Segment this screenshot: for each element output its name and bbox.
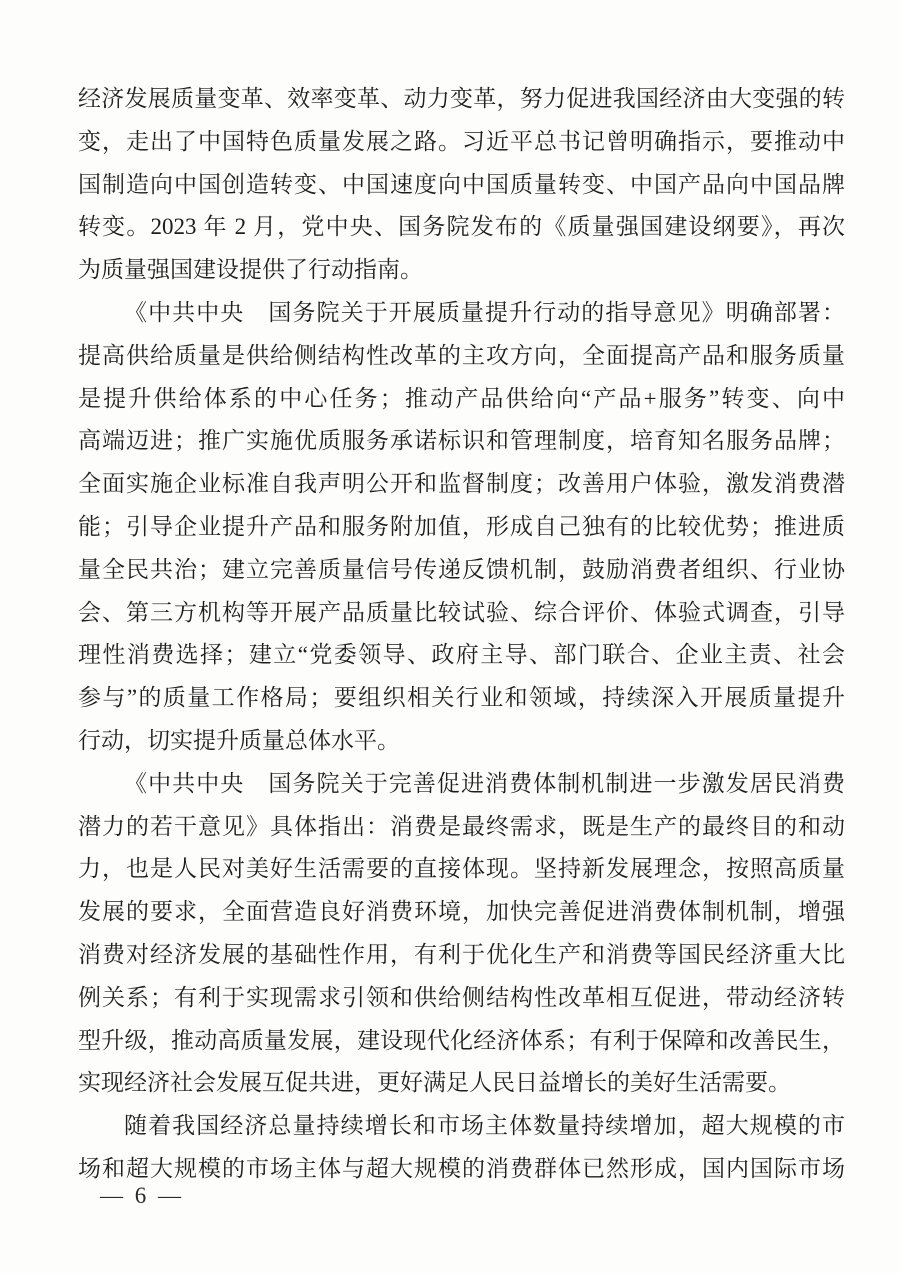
text-line: 能；引导企业提升产品和服务附加值，形成自己独有的比较优势；推进质 xyxy=(78,513,845,539)
text-line: 参与”的质量工作格局；要组织相关行业和领域，持续深入开展质量提升 xyxy=(78,685,845,711)
text-line: 随着我国经济总量持续增长和市场主体数量持续增加，超大规模的市 xyxy=(124,1113,845,1139)
text-line: 会、第三方机构等开展产品质量比较试验、综合评价、体验式调查，引导 xyxy=(78,599,845,625)
text-line: 《中共中央 国务院关于完善促进消费体制机制进一步激发居民消费 xyxy=(124,770,845,796)
text-line: 场和超大规模的市场主体与超大规模的消费群体已然形成，国内国际市场 xyxy=(78,1155,845,1181)
text-line: 力，也是人民对美好生活需要的直接体现。坚持新发展理念，按照高质量 xyxy=(78,856,845,882)
document-body xyxy=(78,78,845,1191)
text-line: 国制造向中国创造转变、中国速度向中国质量转变、中国产品向中国品牌 xyxy=(78,171,845,197)
text-line: 变，走出了中国特色质量发展之路。习近平总书记曾明确指示，要推动中 xyxy=(78,128,845,154)
text-line: 为质量强国建设提供了行动指南。 xyxy=(78,257,423,283)
text-line: 高端迈进；推广实施优质服务承诺标识和管理制度，培育知名服务品牌； xyxy=(78,428,845,454)
text-line: 全面实施企业标准自我声明公开和监督制度；改善用户体验，激发消费潜 xyxy=(78,471,845,497)
text-line: 潜力的若干意见》具体指出：消费是最终需求，既是生产的最终目的和动 xyxy=(78,813,845,839)
text-line: 例关系；有利于实现需求引领和供给侧结构性改革相互促进，带动经济转 xyxy=(78,984,845,1010)
text-line: 理性消费选择；建立“党委领导、政府主导、部门联合、企业主责、社会 xyxy=(78,642,845,668)
text-line: 消费对经济发展的基础性作用，有利于优化生产和消费等国民经济重大比 xyxy=(78,941,845,967)
page-number: — 6 — xyxy=(100,1183,184,1208)
text-line: 行动，切实提升质量总体水平。 xyxy=(78,727,400,753)
text-line: 是提升供给体系的中心任务；推动产品供给向“产品+服务”转变、向中 xyxy=(78,385,845,411)
text-line: 经济发展质量变革、效率变革、动力变革，努力促进我国经济由大变强的转 xyxy=(78,86,845,111)
text-line: 《中共中央 国务院关于开展质量提升行动的指导意见》明确部署： xyxy=(124,299,845,325)
text-line: 转变。2023 年 2 月，党中央、国务院发布的《质量强国建设纲要》，再次 xyxy=(78,214,845,240)
text-line: 提高供给质量是供给侧结构性改革的主攻方向，全面提高产品和服务质量 xyxy=(78,342,845,368)
text-line: 实现经济社会发展互促共进，更好满足人民日益增长的美好生活需要。 xyxy=(78,1070,791,1096)
text-line: 发展的要求，全面营造良好消费环境，加快完善促进消费体制机制，增强 xyxy=(78,899,845,925)
text-line: 型升级，推动高质量发展，建设现代化经济体系；有利于保障和改善民生， xyxy=(78,1027,845,1053)
text-line: 量全民共治；建立完善质量信号传递反馈机制，鼓励消费者组织、行业协 xyxy=(78,556,845,582)
